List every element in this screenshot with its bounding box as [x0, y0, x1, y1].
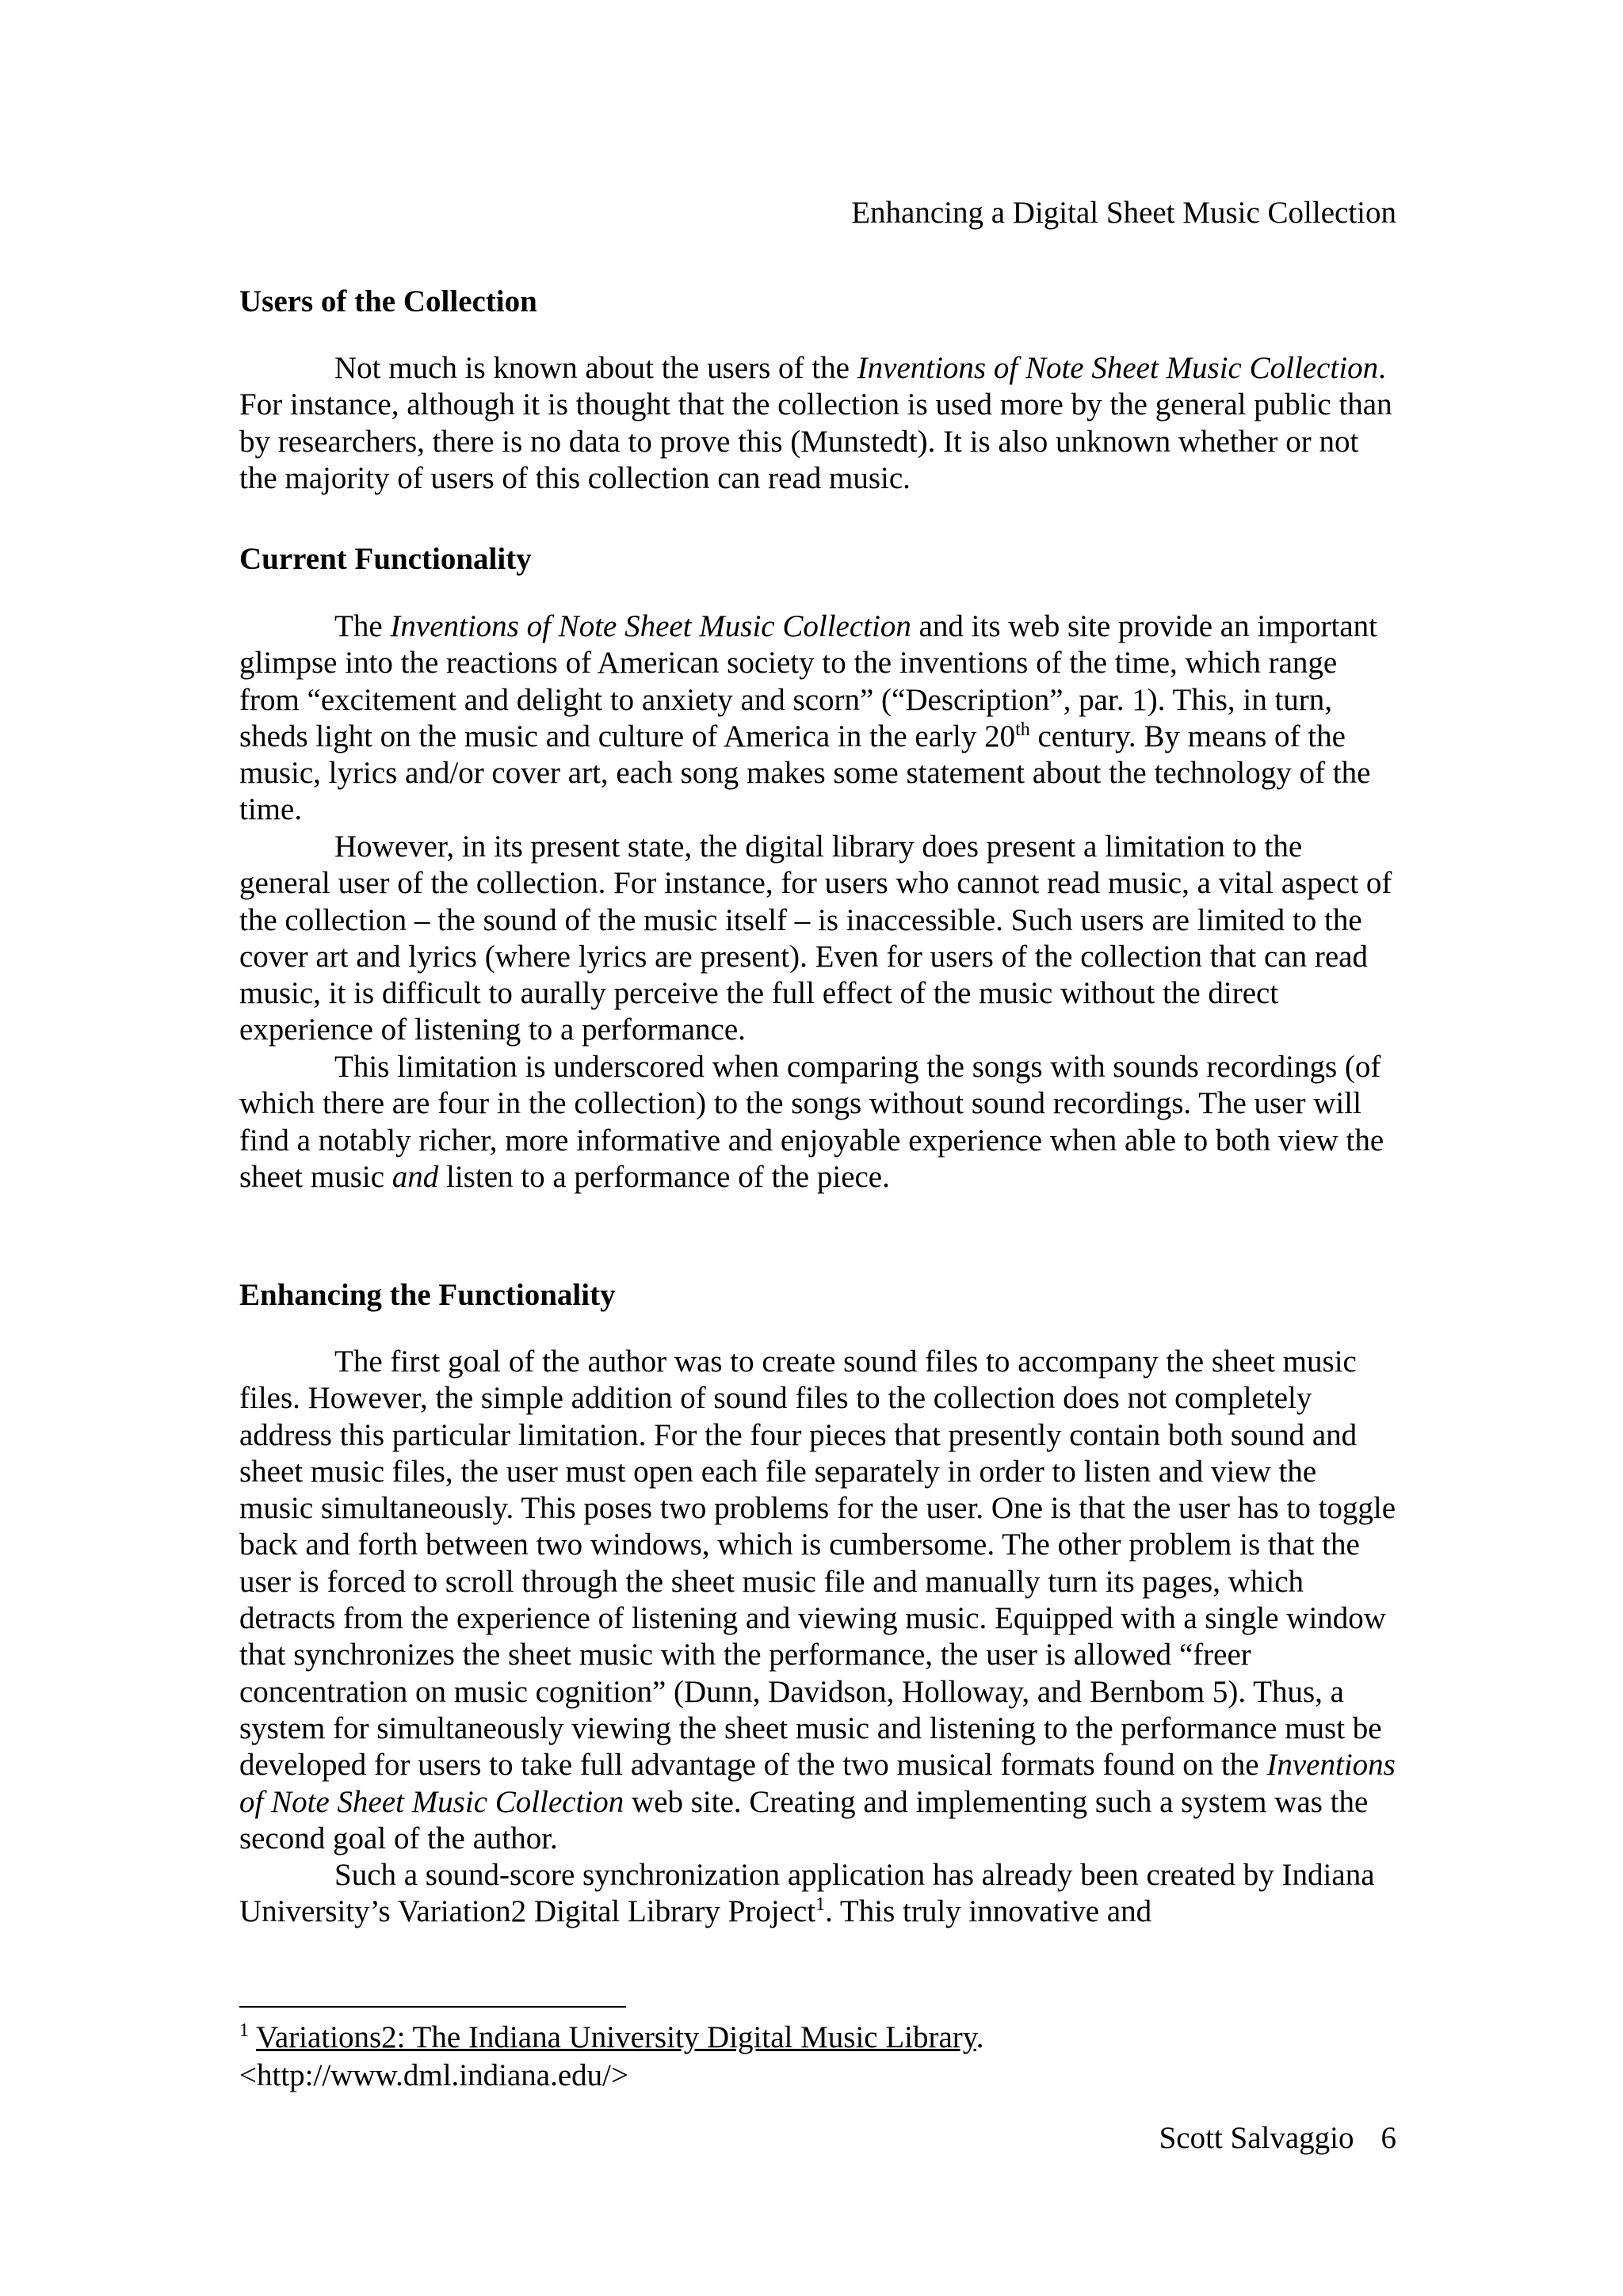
footnote-separator: [239, 2006, 626, 2008]
footnote-url[interactable]: <http://www.dml.indiana.edu/>: [239, 2058, 628, 2092]
paragraph-enhancing-1: The first goal of the author was to create sound files to accompany the sheet music files. However, the simple addition of sound files to the collection does not completely address this particular limitation. For the four pieces that presently contain both sound and sheet music files, the user must open each file separately in order to listen and view the music simultaneously. This poses two problems for the user. One is that the user has to toggle back and forth between two windows, which is cumbersome. The other problem is that the user is forced to scroll through the sheet music file and manually turn its pages, which detracts from the experience of listening and viewing music. Equipped with a single window that synchronizes the sheet music with the performance, the user is allowed “freer concentration on music cognition” (Dunn, Davidson, Holloway, and Bernbom 5). Thus, a system for simultaneously viewing the sheet music and listening to the performance must be developed for users to take full advantage of the two musical formats found on the Inventions of Note Sheet Music Collection web site. Creating and implementing such a system was the second goal of the author.: [239, 1344, 1396, 1855]
section-heading-current-functionality: Current Functionality: [239, 542, 532, 576]
paragraph-users: Not much is known about the users of the Inventions of Note Sheet Music Collection. For instance, although it is thought that the collection is used more by the general public than by researchers, there is no data to prove this (Munstedt). It is also unknown whether or not the majority of users of this collection can read music.: [239, 351, 1392, 495]
footer-author: Scott Salvaggio: [1159, 2121, 1354, 2155]
footnote: $^1$ Variations2: The Indiana University Digital Music Library. <http://www.dml.indiana.edu/>: [239, 2019, 984, 2095]
section-heading-enhancing: Enhancing the Functionality: [239, 1278, 616, 1312]
paragraph-current-2: However, in its present state, the digital library does present a limitation to the general user of the collection. For instance, for users who cannot read music, a vital aspect of the collection – the sound of the music itself – is inaccessible. Such users are limited to the cover art and lyrics (where lyrics are present). Even for users of the collection that can read music, it is difficult to aurally perceive the full effect of the music without the direct experience of listening to a performance.: [239, 830, 1392, 1047]
section-heading-users: Users of the Collection: [239, 284, 537, 318]
footnote-title-link[interactable]: Variations2: The Indiana University Digital Music Library: [256, 2020, 976, 2054]
page-footer: [1159, 2120, 1396, 2156]
paragraph-current-3: This limitation is underscored when comparing the songs with sounds recordings (of which there are four in the collection) to the songs without sound recordings. The user will find a notably richer, more informative and enjoyable experience when able to both view the sheet music and listen to a performance of the piece.: [239, 1050, 1384, 1194]
page-number: 6: [1381, 2121, 1396, 2155]
running-head: Enhancing a Digital Sheet Music Collection: [851, 196, 1396, 230]
paragraph-current-1: The Inventions of Note Sheet Music Collection and its web site provide an important glimpse into the reactions of American society to the inventions of the time, which range from “excitement and delight to anxiety and scorn” (“Description”, par. 1). This, in turn, sheds light on the music and culture of America in the early 20th century. By means of the music, lyrics and/or cover art, each song makes some statement about the technology of the time.: [239, 609, 1377, 827]
paragraph-enhancing-2: Such a sound-score synchronization application has already been created by Indiana University’s Variation2 Digital Library Project$^1$. This truly innovative and: [239, 1858, 1375, 1929]
